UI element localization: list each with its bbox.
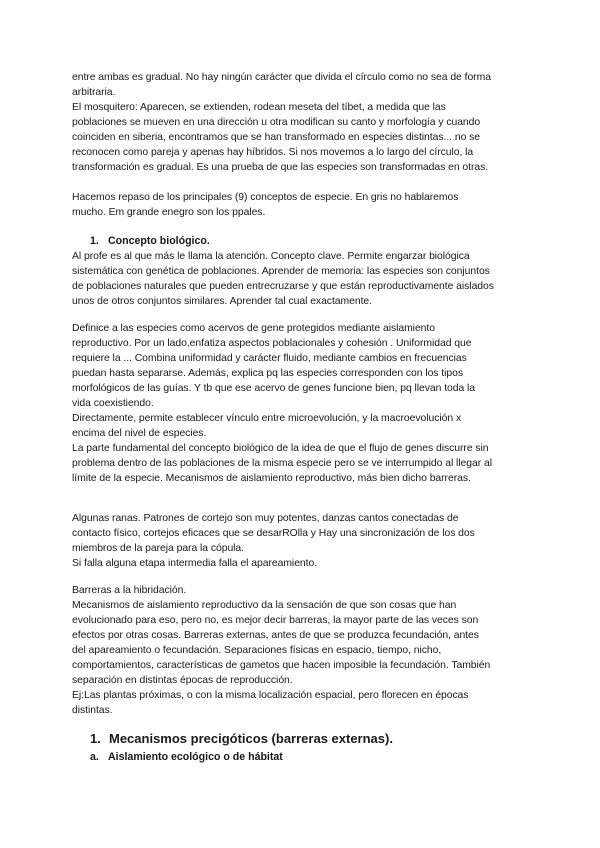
text-line: Barreras a la hibridación.	[72, 585, 187, 596]
text-line: miembros de la pareja para la cópula.	[72, 543, 245, 554]
heading-number: a.	[90, 751, 99, 763]
text-line: reproductivo. Por un lado,enfatiza aspectos poblacionales y cohesión . Uniformidad que	[72, 338, 472, 349]
text-line: entre ambas es gradual. No hay ningún carácter que divida el círculo como no sea de forma	[72, 72, 491, 83]
text-line: requiere la ... Combina uniformidad y carácter fluido, mediante cambios en frecuencias	[72, 353, 467, 364]
text-line: comportamientos, características de gametos que hacen imposible la fecundación. También	[72, 660, 491, 671]
text-line: Definice a las especies como acervos de gene protegidos mediante aislamiento	[72, 323, 435, 334]
text-line: unos de otros conjuntos similares. Aprender tal cual exactamente.	[72, 296, 372, 307]
text-line: El mosquitero: Aparecen, se extienden, rodean meseta del tíbet, a medida que las	[72, 102, 446, 113]
text-line: Directamente, permite establecer vínculo entre microevolución, y la macroevolución x	[72, 413, 462, 424]
heading-concepto-biologico	[90, 234, 210, 249]
text-line: mucho. Em grande enegro son los ppales.	[72, 207, 266, 218]
text-line: transformación es gradual. Es una prueba de que las especies son transformadas en otras.	[72, 162, 489, 173]
heading-text: Concepto biológico.	[108, 235, 210, 247]
text-line: del apareamiento o fecundación. Separaciones físicas en espacio, tiempo, nicho,	[72, 645, 442, 656]
text-line: Hacemos repaso de los principales (9) conceptos de especie. En gris no hablaremos	[72, 192, 459, 203]
paragraph-definicion	[72, 321, 532, 486]
text-line: coinciden en siberia, encontramos que se han transformado en especies distintas... no se	[72, 132, 481, 143]
text-line: Al profe es al que más le llama la atención. Concepto clave. Permite engarzar biológica	[72, 251, 470, 262]
text-line: morfológicos de las guías. Y tb que ese acervo de genes funcione bien, pq llevan toda la	[72, 383, 476, 394]
paragraph-barreras	[72, 583, 532, 718]
heading-text: Mecanismos precigóticos (barreras externas).	[109, 731, 393, 746]
text-line: Mecanismos de aislamiento reproductivo da la sensación de que son cosas que han	[72, 600, 457, 611]
heading-mecanismos-precigoticos	[90, 730, 393, 747]
paragraph-repaso	[72, 190, 532, 220]
paragraph-concepto-clave	[72, 249, 532, 309]
paragraph-mosquitero	[72, 70, 532, 175]
heading-text: Aislamiento ecológico o de hábitat	[108, 751, 283, 763]
heading-aislamiento-ecologico	[90, 750, 283, 765]
text-line: evolucionado para eso, pero no, es mejor decir barreras, la mayor parte de las veces son	[72, 615, 479, 626]
heading-number: 1.	[90, 731, 101, 746]
text-line: contacto físico, cortejos eficaces que se desarROlla y Hay una sincronización de los dos	[72, 528, 475, 539]
text-line: problema dentro de las poblaciones de la misma especie pero se ve interrumpido al llegar al	[72, 458, 492, 469]
text-line: Algunas ranas. Patrones de cortejo son muy potentes, danzas cantos conectadas de	[72, 513, 459, 524]
text-line: Si falla alguna etapa intermedia falla el apareamiento.	[72, 558, 318, 569]
text-line: La parte fundamental del concepto biológico de la idea de que el flujo de genes discurre sin	[72, 443, 489, 454]
text-line: límite de la especie. Mecanismos de aislamiento reproductivo, más bien dicho barreras.	[72, 473, 471, 484]
text-line: separación en distintas épocas de reproducción.	[72, 675, 293, 686]
paragraph-ranas	[72, 511, 532, 571]
text-line: vida coexistiendo.	[72, 398, 154, 409]
text-line: arbitraria.	[72, 87, 116, 98]
text-line: reconocen como pareja y apenas hay híbridos. Si nos movemos a lo largo del círculo, la	[72, 147, 474, 158]
text-line: poblaciones se mueven en una dirección u otra modifican su canto y morfología y cuando	[72, 117, 481, 128]
text-line: puedan hasta separarse. Además, explica pq las especies corresponden con los tipos	[72, 368, 463, 379]
text-line: distintas.	[72, 705, 113, 716]
text-line: encima del nivel de especies.	[72, 428, 207, 439]
text-line: sistemática con genética de poblaciones. Aprender de memoria: las especies son conjuntos	[72, 266, 490, 277]
text-line: efectos por otras cosas. Barreras externas, antes de que se produzca fecundación, antes	[72, 630, 479, 641]
text-line: de poblaciones naturales que pueden entrecruzarse y que están reproductivamente aislados	[72, 281, 494, 292]
heading-number: 1.	[90, 235, 99, 247]
text-line: Ej:Las plantas próximas, o con la misma localización espacial, pero florecen en épocas	[72, 690, 469, 701]
